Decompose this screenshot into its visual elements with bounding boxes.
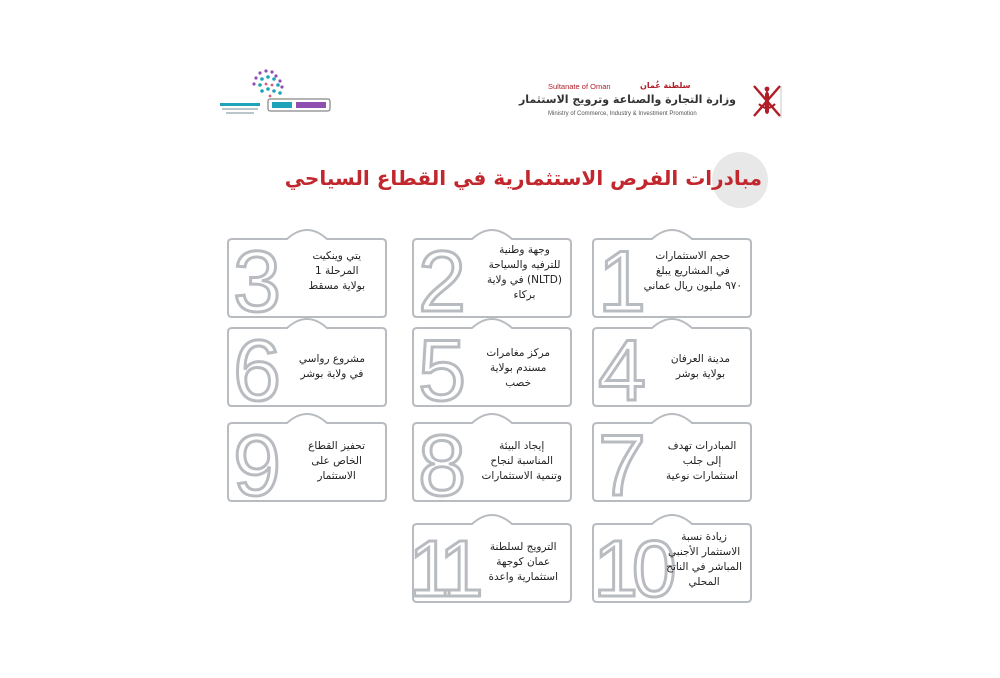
card-line: المحلي bbox=[688, 576, 720, 588]
card-line: حجم الاستثمارات bbox=[655, 250, 731, 262]
page-title: مبادرات الفرص الاستثمارية في القطاع السياحي bbox=[284, 166, 762, 190]
card-line: بولاية بوشر bbox=[675, 368, 726, 380]
card-line: تحفيز القطاع bbox=[308, 440, 365, 452]
card-line: الاستثمار الأجنبي bbox=[668, 546, 741, 558]
card-text bbox=[644, 249, 742, 294]
card-number: 2 bbox=[418, 234, 466, 330]
card-text bbox=[666, 530, 742, 590]
card-line: وجهة وطنية bbox=[499, 244, 550, 256]
card-text bbox=[666, 439, 738, 484]
card-line: خصب bbox=[505, 377, 532, 389]
card-line: الترويج لسلطنة bbox=[489, 541, 557, 553]
card-line: (NLTD) في ولاية bbox=[486, 274, 562, 286]
card-line: زيادة نسبة bbox=[681, 531, 727, 543]
oman-vision-2040-logo-icon bbox=[220, 65, 332, 127]
card-line: المباشر في الناتج bbox=[666, 561, 742, 573]
card-text bbox=[308, 439, 365, 484]
card-text bbox=[309, 249, 366, 294]
ministry-name-ar-top: سلطنة عُمان bbox=[640, 81, 691, 90]
card-number: 5 bbox=[418, 323, 466, 419]
card-line: استثمارات نوعية bbox=[666, 470, 738, 482]
card-number: 6 bbox=[233, 323, 281, 419]
card-line: بركاء bbox=[513, 289, 536, 301]
card-line: يتي وينكيت bbox=[312, 250, 362, 262]
initiative-card bbox=[592, 418, 752, 514]
card-number: 11 bbox=[408, 524, 476, 613]
initiative-card bbox=[592, 234, 752, 330]
initiative-card bbox=[592, 323, 752, 419]
card-line: مسندم بولاية bbox=[489, 362, 547, 374]
initiative-card bbox=[412, 323, 572, 419]
initiative-card bbox=[227, 234, 387, 330]
ministry-name-ar: وزارة التجارة والصناعة وترويج الاستثمار bbox=[518, 93, 736, 106]
card-line: مدينة العرفان bbox=[670, 353, 730, 365]
card-line: المناسبة لنجاح bbox=[490, 455, 554, 467]
card-line: عمان كوجهة bbox=[496, 556, 551, 568]
card-number: 3 bbox=[233, 234, 281, 330]
card-text bbox=[486, 346, 550, 391]
card-text bbox=[671, 352, 730, 382]
card-number: 9 bbox=[233, 418, 281, 514]
card-line: الخاص على bbox=[311, 455, 362, 467]
card-line: المرحلة 1 bbox=[314, 265, 359, 277]
card-text bbox=[487, 243, 562, 303]
card-line: في ولاية بوشر bbox=[300, 368, 364, 380]
initiative-card bbox=[412, 234, 572, 330]
card-number: 10 bbox=[593, 524, 671, 613]
ministry-name-en-top: Sultanate of Oman bbox=[548, 82, 611, 91]
card-number: 1 bbox=[598, 234, 646, 330]
card-line: ٩٧٠ مليون ريال عماني bbox=[643, 280, 742, 292]
initiative-card bbox=[592, 522, 752, 613]
initiative-card bbox=[408, 522, 572, 613]
card-line: إلى جلب bbox=[682, 455, 722, 467]
card-line: المبادرات تهدف bbox=[667, 440, 737, 452]
ministry-name-en: Ministry of Commerce, Industry & Investment Promotion bbox=[548, 111, 697, 117]
card-line: استثمارية واعدة bbox=[488, 571, 558, 583]
card-number: 4 bbox=[598, 323, 646, 419]
initiative-card bbox=[227, 418, 387, 514]
card-line: مشروع رواسي bbox=[298, 353, 365, 365]
card-line: مركز مغامرات bbox=[486, 347, 550, 359]
card-line: الاستثمار bbox=[317, 470, 356, 482]
initiative-card bbox=[227, 323, 387, 419]
card-line: إيجاد البيئة bbox=[499, 440, 545, 452]
oman-emblem-icon bbox=[748, 82, 786, 122]
card-number: 8 bbox=[418, 418, 466, 514]
card-text bbox=[481, 439, 562, 484]
card-line: بولاية مسقط bbox=[308, 280, 365, 292]
initiative-card bbox=[412, 418, 572, 514]
card-line: للترفيه والسياحة bbox=[488, 259, 561, 271]
card-line: وتنمية الاستثمارات bbox=[481, 470, 562, 482]
card-line: في المشاريع يبلغ bbox=[655, 265, 730, 277]
ministry-header bbox=[518, 81, 798, 124]
card-number: 7 bbox=[598, 418, 646, 514]
card-text bbox=[299, 352, 365, 382]
card-text bbox=[488, 540, 558, 585]
